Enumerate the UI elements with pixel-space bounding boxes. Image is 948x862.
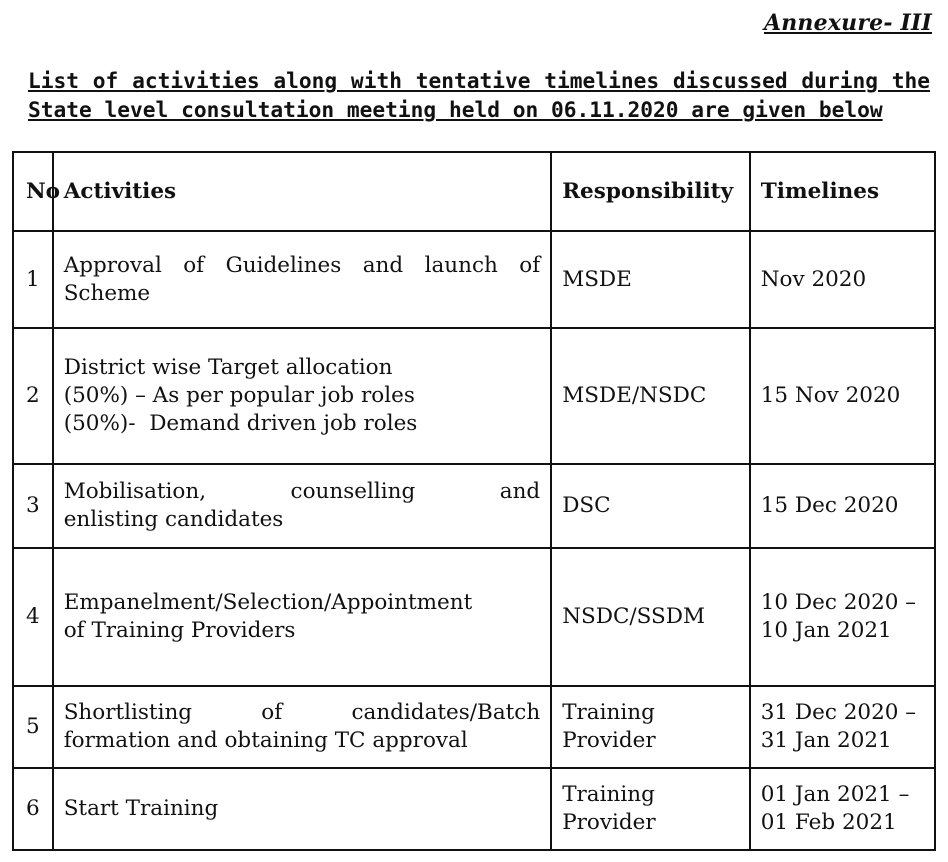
heading-line-2: State level consultation meeting held on 06.11.2020 are given below <box>28 97 883 122</box>
row-number: 2 <box>13 328 53 464</box>
activity-line: District wise Target allocation <box>63 355 393 380</box>
row-number: 3 <box>13 464 53 548</box>
activity-line: of Training Providers <box>63 618 296 643</box>
responsibility-line: MSDE <box>562 266 632 292</box>
timeline-line: 10 Jan 2021 <box>760 618 892 643</box>
activity-line: Shortlisting of candidates/Batch <box>63 700 541 725</box>
responsibility-line: Training <box>562 782 655 807</box>
row-number: 4 <box>13 548 53 686</box>
responsibility-line: Provider <box>562 728 656 753</box>
activity-line: (50%) – As per popular job roles <box>63 383 415 408</box>
table-row <box>13 686 935 768</box>
timeline-line: 01 Feb 2021 <box>760 810 897 835</box>
responsibility-line: NSDC/SSDM <box>562 604 705 629</box>
timeline-line: 31 Dec 2020 – <box>760 700 917 725</box>
row-responsibility <box>551 464 750 548</box>
row-timelines <box>750 548 935 686</box>
activity-line: Approval of Guidelines and launch of <box>63 252 541 278</box>
timeline-line: 31 Jan 2021 <box>760 728 892 753</box>
timeline-line: 01 Jan 2021 – <box>760 782 910 807</box>
row-responsibility <box>551 548 750 686</box>
row-number: 5 <box>13 686 53 768</box>
activity-line: (50%)- Demand driven job roles <box>63 411 418 436</box>
table-row <box>13 464 935 548</box>
table-row <box>13 328 935 464</box>
timeline-line: Nov 2020 <box>760 266 867 292</box>
row-responsibility <box>551 686 750 768</box>
activities-table <box>12 151 936 851</box>
row-responsibility <box>551 231 750 328</box>
row-activity <box>53 328 551 464</box>
activity-line: enlisting candidates <box>63 507 284 532</box>
row-timelines <box>750 686 935 768</box>
row-activity <box>53 464 551 548</box>
responsibility-line: DSC <box>562 493 611 518</box>
header-no: No <box>13 152 53 231</box>
header-responsibility: Responsibility <box>551 152 750 231</box>
activity-line: Scheme <box>63 280 151 306</box>
activity-line: Empanelment/Selection/Appointment <box>63 590 473 615</box>
row-timelines <box>750 231 935 328</box>
row-activity <box>53 548 551 686</box>
row-number: 1 <box>13 231 53 328</box>
responsibility-line: Provider <box>562 810 656 835</box>
row-timelines <box>750 768 935 850</box>
activity-line: Mobilisation, counselling and <box>63 479 541 504</box>
table-header-row <box>13 152 935 231</box>
activity-line: formation and obtaining TC approval <box>63 728 468 753</box>
row-activity <box>53 231 551 328</box>
responsibility-line: Training <box>562 700 655 725</box>
header-timelines: Timelines <box>750 152 935 231</box>
timeline-line: 15 Nov 2020 <box>760 383 901 408</box>
row-activity <box>53 686 551 768</box>
table-row <box>13 231 935 328</box>
timeline-line: 15 Dec 2020 <box>760 493 899 518</box>
document-heading <box>28 66 930 124</box>
row-activity <box>53 768 551 850</box>
activity-line: Start Training <box>63 796 219 821</box>
annexure-label: Annexure- III <box>763 10 932 36</box>
table-row <box>13 548 935 686</box>
row-responsibility <box>551 328 750 464</box>
row-timelines <box>750 328 935 464</box>
row-timelines <box>750 464 935 548</box>
heading-line-1: List of activities along with tentative timelines discussed during the <box>28 68 930 93</box>
row-number: 6 <box>13 768 53 850</box>
header-activities: Activities <box>53 152 551 231</box>
row-responsibility <box>551 768 750 850</box>
timeline-line: 10 Dec 2020 – <box>760 590 917 615</box>
responsibility-line: MSDE/NSDC <box>562 383 707 408</box>
table-row <box>13 768 935 850</box>
